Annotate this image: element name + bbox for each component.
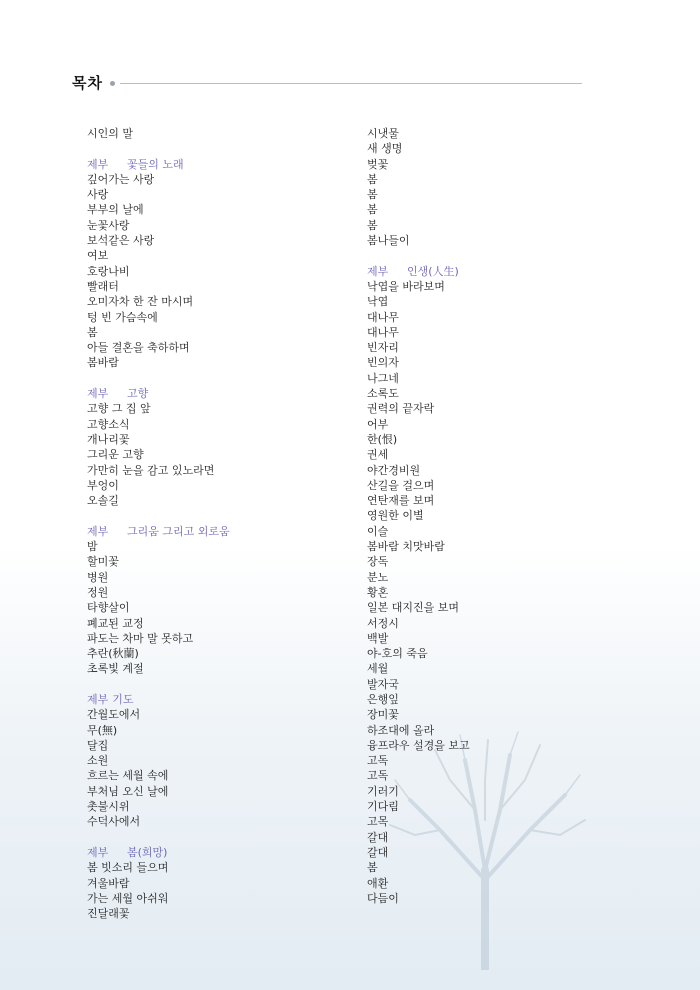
toc-entry[interactable]: 한(恨) — [367, 432, 398, 446]
toc-entry[interactable]: 봄 — [367, 861, 378, 875]
toc-entry[interactable]: 다듬이 — [367, 891, 399, 905]
toc-entry[interactable]: 대나무 — [367, 325, 399, 339]
section-title: 기도 — [112, 692, 134, 706]
toc-entry[interactable]: 갈대 — [367, 830, 389, 844]
toc-right-column — [367, 126, 607, 906]
toc-entry[interactable]: 애환 — [367, 876, 389, 890]
section-title: 고향 — [127, 387, 149, 401]
toc-header — [72, 72, 582, 96]
toc-entry[interactable]: 겨울바람 — [87, 876, 130, 890]
toc-entry[interactable]: 고향소식 — [87, 417, 130, 431]
toc-entry[interactable]: 기다림 — [367, 800, 399, 814]
toc-entry[interactable]: 봄바람 — [87, 356, 119, 370]
toc-entry[interactable]: 봄 — [367, 172, 378, 186]
toc-section-heading[interactable] — [367, 264, 607, 279]
toc-entry[interactable]: 야간경비원 — [367, 463, 421, 477]
toc-entry[interactable]: 호랑나비 — [87, 264, 130, 278]
toc-entry[interactable]: 하조대에 올라 — [367, 723, 435, 737]
toc-entry[interactable]: 영원한 이별 — [367, 509, 424, 523]
section-title: 꽃들의 노래 — [127, 157, 184, 171]
toc-entry[interactable]: 봄 — [87, 325, 98, 339]
toc-entry[interactable]: 융프라우 설경을 보고 — [367, 738, 470, 752]
toc-entry[interactable]: 빈의자 — [367, 356, 399, 370]
toc-entry[interactable]: 낙엽 — [367, 295, 389, 309]
toc-entry[interactable]: 시냇물 — [367, 127, 399, 140]
section-prefix: 제부 — [87, 157, 109, 171]
toc-entry[interactable]: 낙엽을 바라보며 — [367, 279, 445, 293]
toc-entry[interactable]: 황혼 — [367, 585, 389, 599]
toc-entry[interactable]: 달집 — [87, 738, 109, 752]
toc-entry[interactable]: 병원 — [87, 570, 109, 584]
toc-entry[interactable]: 발자국 — [367, 677, 399, 691]
toc-entry[interactable]: 일본 대지진을 보며 — [367, 601, 460, 615]
toc-entry[interactable]: 보석같은 사랑 — [87, 234, 155, 248]
toc-entry[interactable]: 오미자차 한 잔 마시며 — [87, 295, 194, 309]
toc-entry[interactable]: 오솔길 — [87, 494, 119, 508]
toc-entry[interactable]: 봄나들이 — [367, 234, 410, 248]
toc-entry[interactable]: 소록도 — [367, 387, 399, 401]
toc-entry[interactable]: 갈대 — [367, 845, 389, 859]
toc-entry[interactable]: 백발 — [367, 631, 389, 645]
toc-entry[interactable]: 부엉이 — [87, 478, 119, 492]
toc-entry[interactable]: 가만히 눈을 감고 있노라면 — [87, 463, 215, 477]
toc-entry[interactable]: 흐르는 세월 속에 — [87, 769, 169, 783]
section-title: 봄(희망) — [127, 845, 168, 859]
toc-entry[interactable]: 추란(秋蘭) — [87, 647, 139, 661]
toc-entry[interactable]: 시인의 말 — [87, 127, 134, 140]
section-title: 그리움 그리고 외로움 — [127, 524, 230, 538]
toc-entry[interactable]: 간월도에서 — [87, 708, 141, 722]
toc-entry[interactable]: 그리운 고향 — [87, 448, 144, 462]
toc-entry[interactable]: 권력의 끝자락 — [367, 402, 435, 416]
toc-entry[interactable]: 연탄재를 보며 — [367, 494, 435, 508]
toc-section-heading[interactable] — [87, 386, 327, 401]
toc-entry[interactable]: 아들 결혼을 축하하며 — [87, 341, 190, 355]
toc-entry[interactable]: 봄 — [367, 188, 378, 202]
toc-entry[interactable]: 고목 — [367, 815, 389, 829]
toc-entry[interactable]: 야-호의 죽음 — [367, 647, 428, 661]
toc-entry[interactable]: 산길을 걸으며 — [367, 478, 435, 492]
toc-entry[interactable]: 여보 — [87, 249, 109, 263]
toc-entry[interactable]: 부부의 날에 — [87, 203, 144, 217]
toc-entry[interactable]: 빨래터 — [87, 279, 119, 293]
toc-entry[interactable]: 폐교된 교정 — [87, 616, 144, 630]
toc-entry[interactable]: 정원 — [87, 585, 109, 599]
toc-entry[interactable]: 개나리꽃 — [87, 432, 130, 446]
toc-section-heading[interactable] — [87, 845, 327, 860]
toc-entry[interactable]: 텅 빈 가슴속에 — [87, 310, 158, 324]
toc-entry[interactable]: 어부 — [367, 417, 389, 431]
toc-section-heading[interactable] — [87, 524, 327, 539]
toc-entry[interactable]: 나그네 — [367, 371, 399, 385]
section-prefix: 제부 — [87, 387, 109, 401]
page-title: 목차 — [72, 74, 103, 92]
toc-entry[interactable]: 봄 — [367, 203, 378, 217]
toc-section-heading[interactable] — [87, 157, 327, 172]
toc-entry[interactable]: 이슬 — [367, 524, 389, 538]
toc-entry[interactable]: 장미꽃 — [367, 708, 399, 722]
toc-entry[interactable]: 할미꽃 — [87, 555, 119, 569]
toc-entry[interactable]: 권세 — [367, 448, 389, 462]
toc-entry[interactable]: 무(無) — [87, 723, 118, 737]
toc-entry[interactable]: 수덕사에서 — [87, 815, 141, 829]
toc-entry[interactable]: 고향 그 집 앞 — [87, 402, 151, 416]
toc-entry[interactable]: 초록빛 계절 — [87, 662, 144, 676]
toc-entry[interactable]: 밤 — [87, 540, 98, 554]
toc-entry[interactable]: 촛불시위 — [87, 800, 130, 814]
toc-entry[interactable]: 빈자리 — [367, 341, 399, 355]
toc-entry[interactable]: 세월 — [367, 662, 389, 676]
toc-entry[interactable]: 눈꽃사랑 — [87, 218, 130, 232]
toc-entry[interactable]: 대나무 — [367, 310, 399, 324]
section-prefix: 제부 — [87, 845, 109, 859]
toc-entry[interactable]: 고독 — [367, 769, 389, 783]
toc-entry[interactable]: 분노 — [367, 570, 389, 584]
toc-entry[interactable]: 봄바람 치맛바람 — [367, 540, 445, 554]
section-title: 인생(人生) — [407, 264, 459, 278]
bullet-dot-icon — [110, 81, 115, 86]
toc-entry[interactable]: 벚꽃 — [367, 157, 389, 171]
toc-entry[interactable]: 기러기 — [367, 784, 399, 798]
toc-entry[interactable]: 장독 — [367, 555, 389, 569]
header-rule — [120, 83, 582, 84]
toc-left-column — [87, 126, 327, 921]
toc-entry[interactable]: 서정시 — [367, 616, 399, 630]
toc-entry[interactable]: 깊어가는 사랑 — [87, 172, 155, 186]
toc-entry[interactable]: 새 생명 — [367, 142, 403, 156]
section-prefix: 제부 — [87, 692, 109, 706]
toc-entry[interactable]: 부처님 오신 날에 — [87, 784, 169, 798]
toc-entry[interactable]: 봄 — [367, 218, 378, 232]
toc-entry[interactable]: 고독 — [367, 754, 389, 768]
toc-section-heading[interactable] — [87, 692, 327, 707]
toc-entry[interactable]: 가는 세월 아쉬워 — [87, 891, 169, 905]
toc-entry[interactable]: 파도는 차마 말 못하고 — [87, 631, 194, 645]
toc-entry[interactable]: 사랑 — [87, 188, 109, 202]
section-prefix: 제부 — [87, 524, 109, 538]
toc-entry[interactable]: 소원 — [87, 754, 109, 768]
toc-entry[interactable]: 봄 빗소리 들으며 — [87, 861, 169, 875]
toc-entry[interactable]: 은행잎 — [367, 692, 399, 706]
section-prefix: 제부 — [367, 264, 389, 278]
toc-entry[interactable]: 타향살이 — [87, 601, 130, 615]
toc-entry[interactable]: 진달래꽃 — [87, 907, 130, 921]
